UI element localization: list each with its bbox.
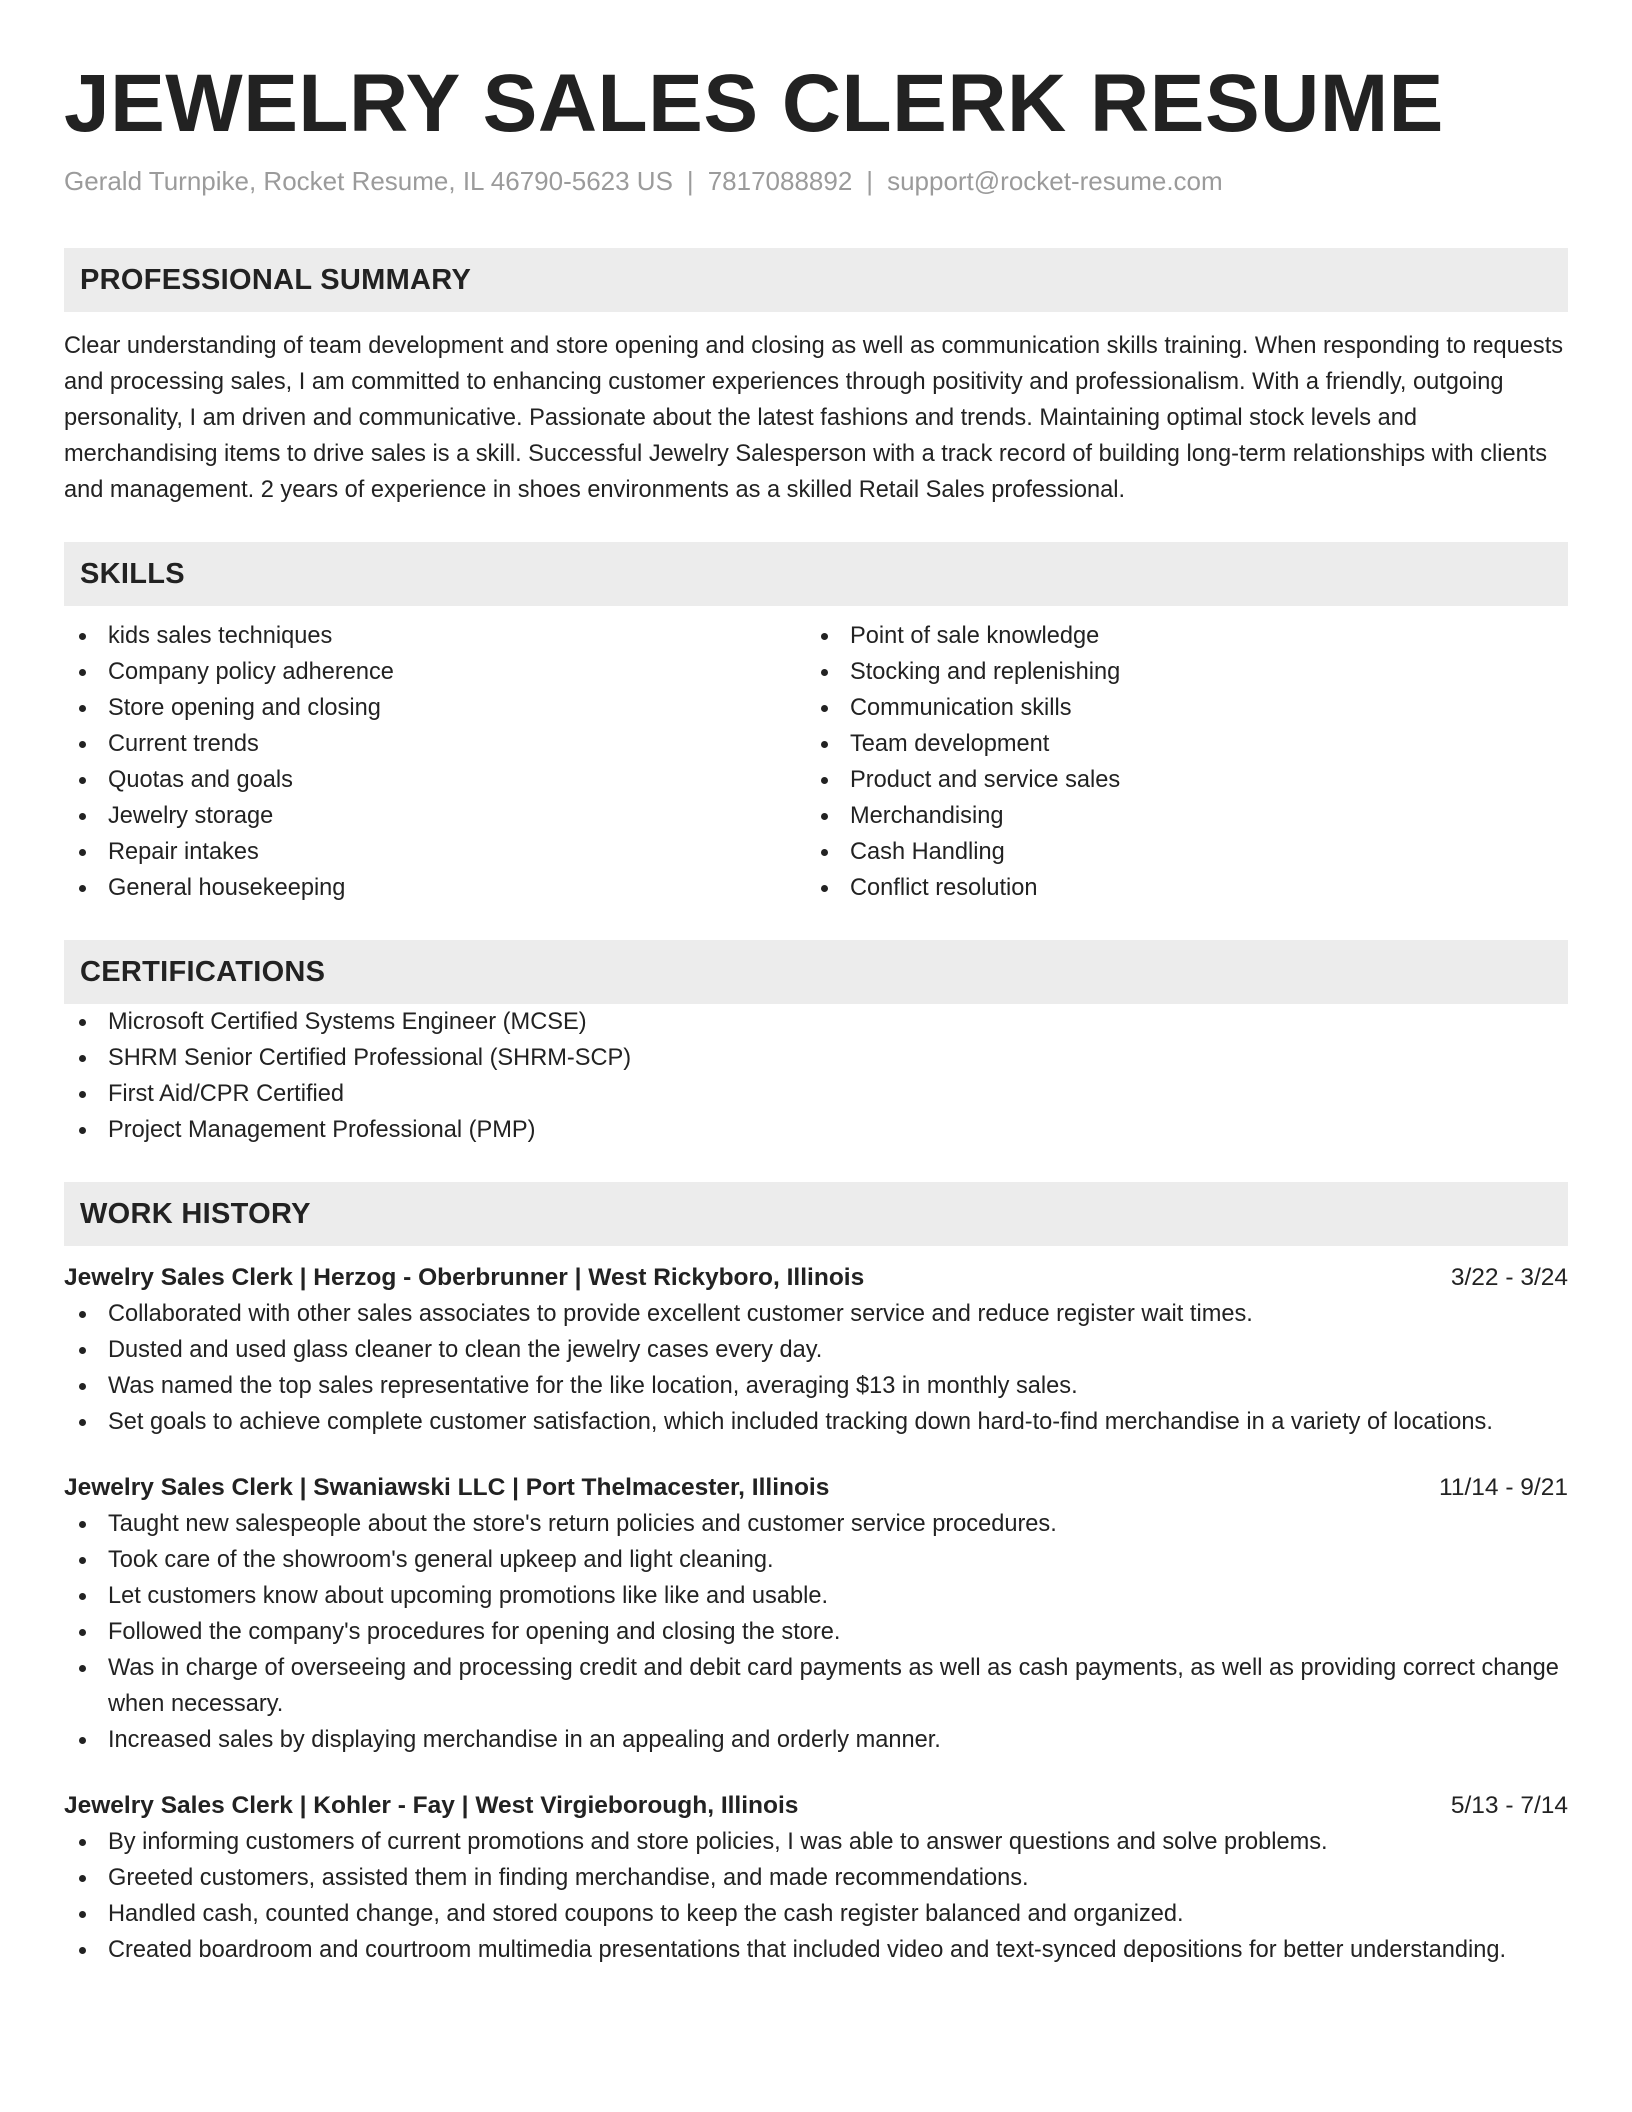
job-bullet xyxy=(64,1650,1568,1722)
job-bullet-text: Was named the top sales representative for the like location, averaging $13 in monthly sales. xyxy=(108,1373,1078,1399)
bullet-dot-icon xyxy=(79,1019,86,1026)
job-bullet-text: Increased sales by displaying merchandise in an appealing and orderly manner. xyxy=(108,1727,941,1753)
job-bullet-text: Took care of the showroom's general upkeep and light cleaning. xyxy=(108,1547,774,1573)
job-title: Jewelry Sales Clerk | Kohler - Fay | West Virgieborough, Illinois xyxy=(64,1792,799,1819)
job-bullet xyxy=(64,1932,1568,1968)
skill-item xyxy=(64,762,806,798)
skill-label: General housekeeping xyxy=(108,875,346,901)
bullet-dot-icon xyxy=(79,669,86,676)
job-bullet-list xyxy=(64,1824,1568,1968)
certification-item xyxy=(64,1112,1568,1148)
bullet-dot-icon xyxy=(821,885,828,892)
job-entry xyxy=(64,1470,1568,1758)
bullet-dot-icon xyxy=(821,777,828,784)
bullet-dot-icon xyxy=(821,705,828,712)
job-bullet-list xyxy=(64,1506,1568,1758)
skills-list-left xyxy=(64,618,806,906)
bullet-dot-icon xyxy=(79,1419,86,1426)
certification-label: Microsoft Certified Systems Engineer (MCSE) xyxy=(108,1009,587,1035)
bullet-dot-icon xyxy=(79,849,86,856)
bullet-dot-icon xyxy=(79,1055,86,1062)
bullet-dot-icon xyxy=(79,1521,86,1528)
skill-item xyxy=(806,618,1548,654)
job-bullet xyxy=(64,1824,1568,1860)
skill-item xyxy=(806,654,1548,690)
skill-label: Store opening and closing xyxy=(108,695,381,721)
bullet-dot-icon xyxy=(79,705,86,712)
bullet-dot-icon xyxy=(821,633,828,640)
job-bullet xyxy=(64,1404,1568,1440)
job-bullet-text: Followed the company's procedures for opening and closing the store. xyxy=(108,1619,841,1645)
certification-item xyxy=(64,1040,1568,1076)
job-title: Jewelry Sales Clerk | Herzog - Oberbrunner | West Rickyboro, Illinois xyxy=(64,1264,865,1291)
job-bullet xyxy=(64,1296,1568,1332)
skill-label: Company policy adherence xyxy=(108,659,394,685)
certifications-list xyxy=(64,1004,1568,1148)
skill-label: Product and service sales xyxy=(850,767,1121,793)
bullet-dot-icon xyxy=(79,885,86,892)
section-heading-summary: PROFESSIONAL SUMMARY xyxy=(64,248,1568,312)
bullet-dot-icon xyxy=(79,1127,86,1134)
job-dates: 5/13 - 7/14 xyxy=(1450,1792,1568,1819)
skills-list-right xyxy=(806,618,1548,906)
certification-item xyxy=(64,1076,1568,1112)
skill-item xyxy=(806,798,1548,834)
job-entry xyxy=(64,1260,1568,1440)
bullet-dot-icon xyxy=(79,1947,86,1954)
section-heading-skills: SKILLS xyxy=(64,542,1568,606)
skill-label: Merchandising xyxy=(850,803,1004,829)
job-dates: 11/14 - 9/21 xyxy=(1439,1474,1568,1501)
job-bullet-text: Greeted customers, assisted them in finding merchandise, and made recommendations. xyxy=(108,1865,1029,1891)
contact-separator: | xyxy=(866,166,874,196)
skill-label: Communication skills xyxy=(850,695,1072,721)
job-header xyxy=(64,1260,1568,1296)
job-bullet-text: Taught new salespeople about the store's return policies and customer service procedures. xyxy=(108,1511,1057,1537)
section-heading-work-history: WORK HISTORY xyxy=(64,1182,1568,1246)
bullet-dot-icon xyxy=(79,1347,86,1354)
bullet-dot-icon xyxy=(821,741,828,748)
skill-label: Repair intakes xyxy=(108,839,259,865)
bullet-dot-icon xyxy=(79,813,86,820)
bullet-dot-icon xyxy=(821,849,828,856)
job-entry xyxy=(64,1788,1568,1968)
job-bullet-text: Collaborated with other sales associates to provide excellent customer service and reduce register wait times. xyxy=(108,1301,1253,1327)
skill-item xyxy=(806,834,1548,870)
job-header xyxy=(64,1788,1568,1824)
job-bullet-text: Dusted and used glass cleaner to clean the jewelry cases every day. xyxy=(108,1337,823,1363)
job-bullet xyxy=(64,1896,1568,1932)
resume-page xyxy=(64,0,1568,1968)
job-bullet-text: Handled cash, counted change, and stored coupons to keep the cash register balanced and organized. xyxy=(108,1901,1184,1927)
bullet-dot-icon xyxy=(79,1311,86,1318)
job-bullet-list xyxy=(64,1296,1568,1440)
skills-column-right xyxy=(806,618,1548,906)
contact-address: Gerald Turnpike, Rocket Resume, IL 46790-5623 US xyxy=(64,166,673,196)
skills-grid xyxy=(64,618,1568,906)
section-heading-certifications: CERTIFICATIONS xyxy=(64,940,1568,1004)
job-dates: 3/22 - 3/24 xyxy=(1450,1264,1568,1291)
contact-line xyxy=(64,164,1568,198)
bullet-dot-icon xyxy=(79,1629,86,1636)
job-bullet xyxy=(64,1614,1568,1650)
certification-label: SHRM Senior Certified Professional (SHRM-SCP) xyxy=(108,1045,632,1071)
job-bullet xyxy=(64,1860,1568,1896)
job-bullet-text: Was in charge of overseeing and processing credit and debit card payments as well as cash payments, as well as providing correct change when necessary. xyxy=(108,1655,1559,1717)
certification-label: Project Management Professional (PMP) xyxy=(108,1117,536,1143)
bullet-dot-icon xyxy=(79,633,86,640)
job-bullet xyxy=(64,1368,1568,1404)
skill-label: Cash Handling xyxy=(850,839,1005,865)
contact-phone: 7817088892 xyxy=(707,166,853,196)
skill-label: Conflict resolution xyxy=(850,875,1038,901)
skill-item xyxy=(64,618,806,654)
certification-item xyxy=(64,1004,1568,1040)
contact-separator: | xyxy=(686,166,694,196)
skill-item xyxy=(64,690,806,726)
job-bullet xyxy=(64,1542,1568,1578)
skill-item xyxy=(64,726,806,762)
bullet-dot-icon xyxy=(79,1557,86,1564)
bullet-dot-icon xyxy=(79,1383,86,1390)
skill-item xyxy=(806,726,1548,762)
job-bullet-text: Created boardroom and courtroom multimedia presentations that included video and text-synced depositions for better understanding. xyxy=(108,1937,1507,1963)
bullet-dot-icon xyxy=(821,669,828,676)
resume-title: JEWELRY SALES CLERK RESUME xyxy=(64,58,1444,149)
bullet-dot-icon xyxy=(79,1665,86,1672)
bullet-dot-icon xyxy=(821,813,828,820)
contact-email: support@rocket-resume.com xyxy=(887,166,1223,196)
skill-item xyxy=(806,870,1548,906)
job-header xyxy=(64,1470,1568,1506)
skill-item xyxy=(64,870,806,906)
job-bullet xyxy=(64,1506,1568,1542)
job-bullet xyxy=(64,1578,1568,1614)
bullet-dot-icon xyxy=(79,1737,86,1744)
job-bullet xyxy=(64,1722,1568,1758)
skill-label: Quotas and goals xyxy=(108,767,293,793)
bullet-dot-icon xyxy=(79,741,86,748)
skill-item xyxy=(806,690,1548,726)
job-bullet xyxy=(64,1332,1568,1368)
skill-label: Team development xyxy=(850,731,1050,757)
bullet-dot-icon xyxy=(79,1875,86,1882)
bullet-dot-icon xyxy=(79,1839,86,1846)
skill-item xyxy=(64,654,806,690)
bullet-dot-icon xyxy=(79,1091,86,1098)
skill-item xyxy=(806,762,1548,798)
skill-item xyxy=(64,834,806,870)
summary-text: Clear understanding of team development and store opening and closing as well as communication skills training. When responding to requests and processing sales, I am committed to enhancing customer experiences through positivity and professionalism. With a friendly, outgoing personality, I am driven and communicative. Passionate about the latest fashions and trends. Maintaining optimal stock levels and merchandising items to drive sales is a skill. Successful Jewelry Salesperson with a track record of building long-term relationships with clients and management. 2 years of experience in shoes environments as a skilled Retail Sales professional. xyxy=(64,333,1564,503)
certification-label: First Aid/CPR Certified xyxy=(108,1081,344,1107)
job-bullet-text: By informing customers of current promotions and store policies, I was able to answer questions and solve problems. xyxy=(108,1829,1328,1855)
skill-label: kids sales techniques xyxy=(108,623,333,649)
job-bullet-text: Set goals to achieve complete customer satisfaction, which included tracking down hard-to-find merchandise in a variety of locations. xyxy=(108,1409,1493,1435)
skill-label: Stocking and replenishing xyxy=(850,659,1121,685)
bullet-dot-icon xyxy=(79,777,86,784)
skill-item xyxy=(64,798,806,834)
job-title: Jewelry Sales Clerk | Swaniawski LLC | Port Thelmacester, Illinois xyxy=(64,1474,830,1501)
skill-label: Point of sale knowledge xyxy=(850,623,1100,649)
bullet-dot-icon xyxy=(79,1593,86,1600)
skills-column-left xyxy=(64,618,806,906)
bullet-dot-icon xyxy=(79,1911,86,1918)
job-bullet-text: Let customers know about upcoming promotions like like and usable. xyxy=(108,1583,829,1609)
skill-label: Current trends xyxy=(108,731,259,757)
skill-label: Jewelry storage xyxy=(108,803,274,829)
